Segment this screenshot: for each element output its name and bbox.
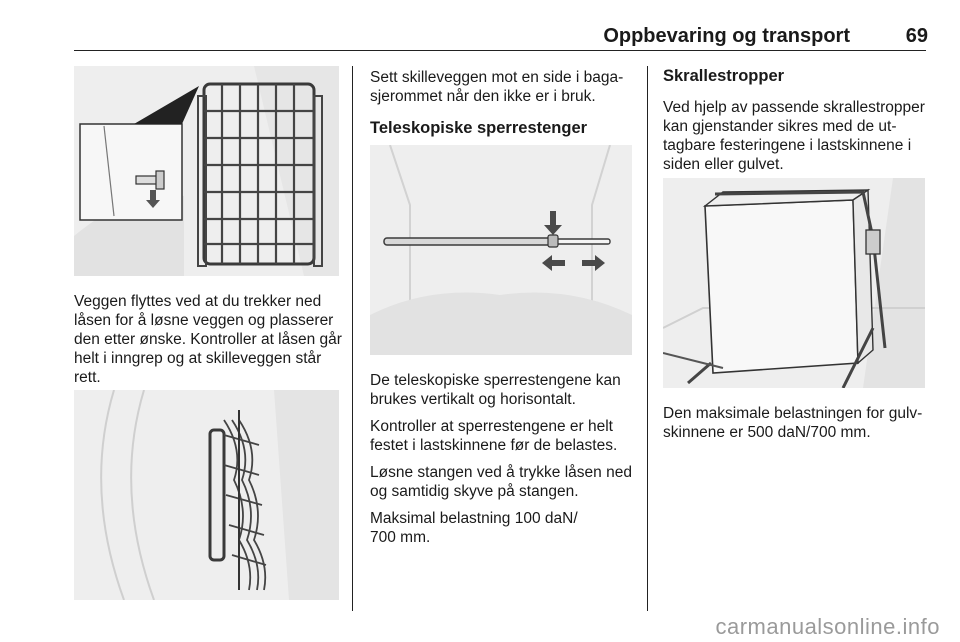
- footer-watermark: carmanualsonline.info: [715, 614, 940, 639]
- col3-para1-text: Ved hjelp av passende skrallestropper kan gjenstander sikres med de uttagbare festeringene i lastskinnene i siden eller gulvet.: [663, 99, 925, 173]
- header-rule: [74, 50, 926, 51]
- col2-para3-text: Løsne stangen ved å trykke låsen ned og samtidig skyve på stangen.: [370, 464, 632, 500]
- col2-para2-text: Kontroller at sperrestengene er helt festet i lastskinnene før de belastes.: [370, 418, 618, 454]
- page-number: 69: [905, 25, 928, 47]
- col1-para1-text: Veggen flyttes ved at du trekker ned låsen for å løsne veggen og plasserer den etter ønske. Kontroller at låsen går helt i inngrep og at skilleveggen står rett.: [74, 293, 342, 386]
- col2-para4-text: Maksimal belastning 100 daN/ 700 mm.: [370, 510, 578, 546]
- column-divider-1: [352, 66, 353, 611]
- heading-skrallestropper: Skrallestropper: [663, 67, 785, 85]
- figure-folded-net: [74, 390, 339, 600]
- figure-ratchet-strap: [663, 178, 925, 388]
- col3-paragraph-2: [663, 404, 931, 450]
- col1-paragraph-1: [74, 292, 344, 395]
- col2-para1-text: De teleskopiske sperrestengene kan brukes vertikalt og horisontalt.: [370, 372, 621, 408]
- col2-intro-text: Sett skilleveggen mot en side i bagasjerommet når den ikke er i bruk.: [370, 69, 624, 105]
- heading-teleskopiske-sperrestenger: Teleskopiske sperrestenger: [370, 119, 588, 137]
- running-header: Oppbevaring og transport: [603, 25, 850, 47]
- figure-telescopic-bar: [370, 145, 632, 355]
- col2-intro: [370, 68, 635, 114]
- col3-para2-text: Den maksimale belastningen for gulvskinnene er 500 daN/700 mm.: [663, 405, 923, 441]
- figure-cargo-net-latch: [74, 66, 339, 276]
- col2-body: [370, 371, 635, 555]
- column-divider-2: [647, 66, 648, 611]
- col3-paragraph-1: [663, 98, 928, 182]
